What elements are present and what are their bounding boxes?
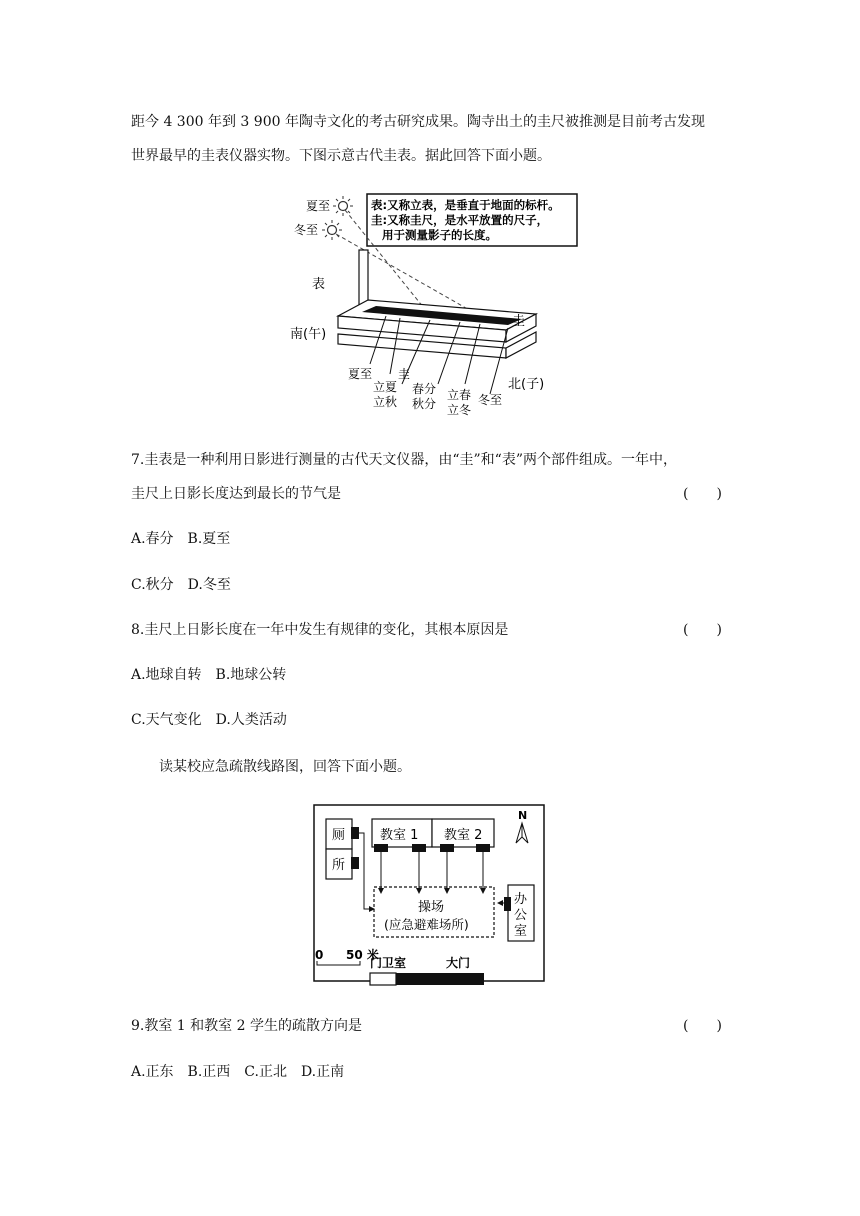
office-label-1: 办 [514, 892, 528, 907]
guardroom-label: 门卫室 [370, 956, 407, 970]
north-label: N [518, 809, 528, 822]
label-lichun: 立春 [447, 388, 472, 402]
office-label-2: 公 [514, 908, 528, 923]
scale-zero: 0 [315, 948, 324, 962]
q9-stem: 9.教室 1 和教室 2 学生的疏散方向是 [131, 1018, 362, 1034]
scale-50: 50 米 [346, 948, 379, 962]
label-winter-solstice: 冬至 [294, 223, 319, 237]
q7-options-2: C.秋分 D.冬至 [131, 577, 231, 593]
intro-line-2: 世界最早的圭表仪器实物。下图示意古代圭表。据此回答下面小题。 [131, 148, 551, 164]
q8-options-1: A.地球自转 B.地球公转 [131, 667, 287, 683]
sun-icon [322, 220, 342, 240]
q8-stem: 8.圭尺上日影长度在一年中发生有规律的变化，其根本原因是 [131, 622, 509, 638]
q7-answer-paren: ( ) [683, 486, 722, 502]
label-lixia: 立夏 [373, 380, 398, 394]
label-qiufen: 秋分 [412, 397, 437, 411]
classroom-door [374, 844, 388, 852]
toilet-label-1: 厕 [332, 828, 346, 843]
playground-label: 操场 [418, 900, 445, 915]
label-dongzhi: 冬至 [478, 393, 503, 407]
label-biao: 表 [312, 277, 326, 292]
q9-answer-paren: ( ) [683, 1018, 722, 1034]
toilet-door-2 [351, 857, 359, 869]
label-south: 南(午) [290, 327, 327, 342]
note-line-1: 表:又称立表，是垂直于地面的标杆。 [371, 198, 560, 212]
label-summer-solstice: 夏至 [306, 199, 331, 213]
office-door [504, 897, 511, 911]
classroom-1-label: 教室 1 [380, 828, 419, 843]
q7-stem-line-1: 7.圭表是一种利用日影进行测量的古代天文仪器，由“圭”和“表”两个部件组成。一年中， [131, 452, 677, 468]
guibiao-diagram [290, 188, 580, 418]
label-north: 北(子) [508, 377, 545, 392]
note-line-3: 用于测量影子的长度。 [382, 228, 497, 242]
classroom-door [412, 844, 426, 852]
label-liqiu: 立秋 [373, 395, 398, 409]
classroom-door [440, 844, 454, 852]
note-line-2: 圭:又称圭尺，是水平放置的尺子， [371, 213, 549, 227]
evacuation-map [312, 803, 548, 989]
label-gui-top: 圭 [512, 314, 526, 329]
q8-answer-paren: ( ) [683, 622, 722, 638]
label-chunfen: 春分 [412, 382, 437, 396]
sun-icon [333, 196, 353, 216]
toilet-label-2: 所 [332, 858, 346, 873]
toilet-door-1 [351, 827, 359, 839]
q9-options: A.正东 B.正西 C.正北 D.正南 [131, 1064, 345, 1080]
guardroom-box [370, 973, 396, 985]
q7-options-1: A.春分 B.夏至 [131, 531, 231, 547]
office-label-3: 室 [514, 924, 528, 939]
intro-2: 读某校应急疏散线路图，回答下面小题。 [159, 759, 411, 775]
gate-bar [396, 973, 484, 985]
q7-stem-line-2: 圭尺上日影长度达到最长的节气是 [131, 486, 341, 502]
shelter-label: (应急避难场所) [384, 917, 469, 932]
intro-line-1: 距今 4 300 年到 3 900 年陶寺文化的考古研究成果。陶寺出土的圭尺被推测是目前考古发现 [131, 114, 705, 130]
q8-options-2: C.天气变化 D.人类活动 [131, 712, 287, 728]
label-xiazhi: 夏至 [348, 367, 373, 381]
classroom-2-label: 教室 2 [444, 828, 483, 843]
label-lidong: 立冬 [447, 403, 472, 417]
classroom-door [476, 844, 490, 852]
label-gui-bottom: 圭 [398, 367, 411, 381]
gate-label: 大门 [446, 956, 471, 970]
